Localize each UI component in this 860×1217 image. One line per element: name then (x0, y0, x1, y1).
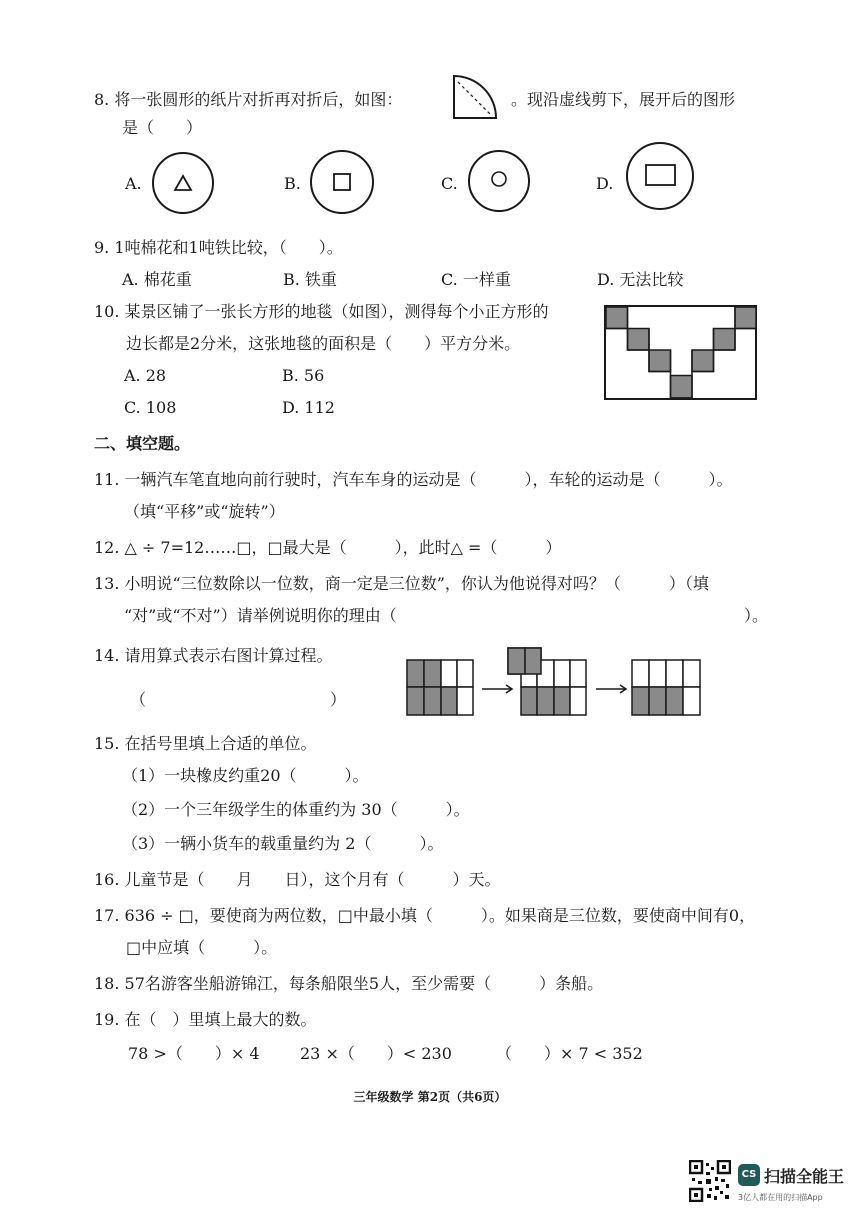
q19-expr3: （ ）× 7 < 352 (496, 1044, 643, 1063)
q8-option-a-label: A. (125, 174, 142, 193)
circle-circle-option (466, 148, 532, 214)
q8-option-b-label: B. (284, 174, 301, 193)
q8-stem-line2: 是（ ） (122, 118, 203, 137)
q14-answer-close: ） (330, 690, 347, 709)
page-footer: 三年级数学 第2页（共6页） (353, 1090, 507, 1104)
division-process-figure (404, 644, 706, 720)
cs-badge-icon: CS (738, 1164, 760, 1186)
q13-stem-line2: “对”或“不对”）请举例说明你的理由（ (124, 606, 397, 625)
q12-stem: 12. △ ÷ 7=12……□，□最大是（ ），此时△ =（ ） (94, 538, 562, 557)
q17-stem-line2: □中应填（ ）。 (126, 938, 278, 957)
q19-stem: 19. 在（ ）里填上最大的数。 (94, 1010, 317, 1029)
q8-option-c-label: C. (441, 174, 458, 193)
q10-option-a: A. 28 (124, 366, 167, 385)
q8-option-d-label: D. (596, 174, 614, 193)
q8-stem-part1: 8. 将一张圆形的纸片对折再对折后，如图： (94, 90, 403, 109)
q14-stem: 14. 请用算式表示右图计算过程。 (94, 646, 333, 665)
section-title-fill-in: 二、填空题。 (94, 434, 191, 453)
q9-option-b: B. 铁重 (283, 270, 337, 289)
scanner-tagline: 3亿人都在用的扫描App (738, 1193, 823, 1202)
carpet-grid-figure (604, 305, 758, 401)
q16-stem: 16. 儿童节是（ 月 日），这个月有（ ）天。 (94, 870, 501, 889)
scanner-brand-name: 扫描全能王 (764, 1167, 845, 1186)
q10-option-d: D. 112 (282, 398, 335, 417)
q15-stem: 15. 在括号里填上合适的单位。 (94, 734, 317, 753)
q11-stem-line2: （填“平移”或“旋转”） (124, 502, 285, 521)
q9-option-c: C. 一样重 (441, 270, 511, 289)
q9-stem: 9. 1吨棉花和1吨铁比较，（ ）。 (94, 238, 343, 257)
q19-expr2: 23 ×（ ）< 230 (300, 1044, 452, 1063)
q15-sub2: （2）一个三年级学生的体重约为 30（ ）。 (122, 800, 470, 819)
quarter-circle-figure (450, 72, 502, 122)
q10-stem-line2: 边长都是2分米，这张地毯的面积是（ ）平方分米。 (126, 334, 521, 353)
q11-stem-line1: 11. 一辆汽车笔直地向前行驶时，汽车车身的运动是（ ），车轮的运动是（ ）。 (94, 470, 733, 489)
q10-option-b: B. 56 (282, 366, 325, 385)
q17-stem-line1: 17. 636 ÷ □，要使商为两位数，□中最小填（ ）。如果商是三位数，要使商中间有0， (94, 906, 756, 925)
circle-square-option (308, 148, 376, 216)
q15-sub1: （1）一块橡皮约重20（ ）。 (122, 766, 369, 785)
q10-option-c: C. 108 (124, 398, 177, 417)
q10-stem-line1: 10. 某景区铺了一张长方形的地毯（如图），测得每个小正方形的 (94, 302, 549, 321)
q19-expr1: 78 >（ ）× 4 (128, 1044, 260, 1063)
q9-option-a: A. 棉花重 (122, 270, 192, 289)
q9-option-d: D. 无法比较 (597, 270, 684, 289)
circle-rectangle-option (624, 140, 696, 212)
circle-triangle-option (150, 150, 216, 216)
q14-answer-open: （ (130, 690, 147, 709)
q13-stem-line2-end: ）。 (744, 606, 769, 625)
q15-sub3: （3）一辆小货车的载重量约为 2（ ）。 (122, 834, 444, 853)
q18-stem: 18. 57名游客坐船游锦江，每条船限坐5人，至少需要（ ）条船。 (94, 974, 604, 993)
qr-code-icon (689, 1160, 731, 1202)
q13-stem-line1: 13. 小明说“三位数除以一位数，商一定是三位数”，你认为他说得对吗？（ ）（填 (94, 574, 709, 593)
q8-stem-part2: 。现沿虚线剪下，展开后的图形 (511, 90, 736, 109)
